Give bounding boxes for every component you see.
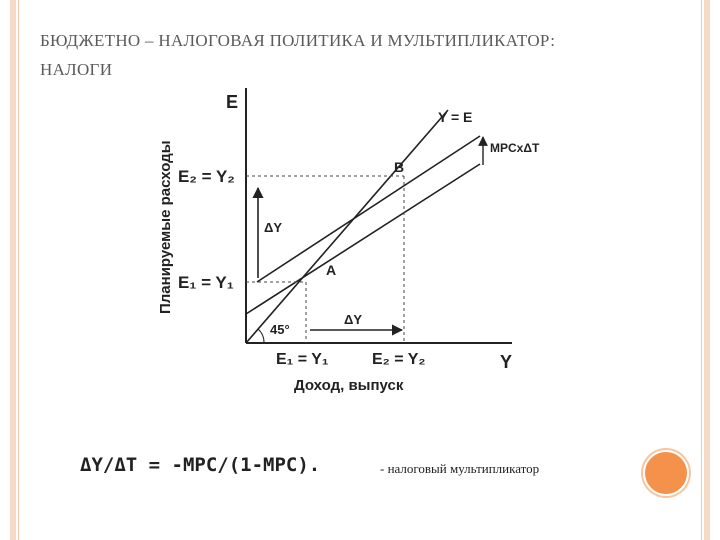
delta-y-horizontal-label: ΔY: [344, 312, 363, 327]
e1-label: E₁ = Y₁: [178, 273, 234, 292]
multiplier-formula: ΔY/ΔT = -MPC/(1-MPC).: [80, 454, 321, 476]
axis-y-label: Y: [500, 352, 513, 372]
angle-arc: [258, 329, 264, 343]
title-line-2: НАЛОГИ: [40, 60, 113, 79]
point-a-label: A: [326, 262, 337, 278]
delta-y-vertical-label: ΔY: [264, 220, 283, 235]
x-axis-title: Доход, выпуск: [294, 377, 404, 394]
angle-label: 45°: [270, 322, 290, 337]
point-b-label: B: [394, 159, 405, 175]
multiplier-diagram: [140, 88, 540, 400]
y-axis-title: Планируемые рaсходы: [157, 140, 174, 314]
right-frame-border: [704, 0, 710, 540]
title-line-1: БЮДЖЕТНО – НАЛОГОВАЯ ПОЛИТИКА И МУЛЬТИПЛИКАТОР:: [40, 31, 556, 50]
slide-title: [40, 26, 680, 84]
line-45-label: Y = E: [438, 109, 473, 125]
e2-label: E₂ = Y₂: [178, 167, 235, 186]
expenditure-line-e1: [246, 164, 480, 314]
diagram-svg: [140, 88, 540, 400]
axis-e-label: E: [226, 92, 239, 112]
left-frame-border: [10, 0, 16, 540]
shift-label: MPCхΔT: [490, 141, 540, 155]
x-tick-e1-label: E₁ = Y₁: [276, 351, 329, 368]
right-frame-line: [701, 0, 702, 540]
multiplier-note: - налоговый мультипликатор: [380, 461, 540, 476]
decorative-circle: [643, 450, 689, 496]
left-frame-line: [18, 0, 19, 540]
expenditure-line-e2: [257, 136, 480, 282]
x-tick-e2-label: E₂ = Y₂: [372, 351, 426, 368]
